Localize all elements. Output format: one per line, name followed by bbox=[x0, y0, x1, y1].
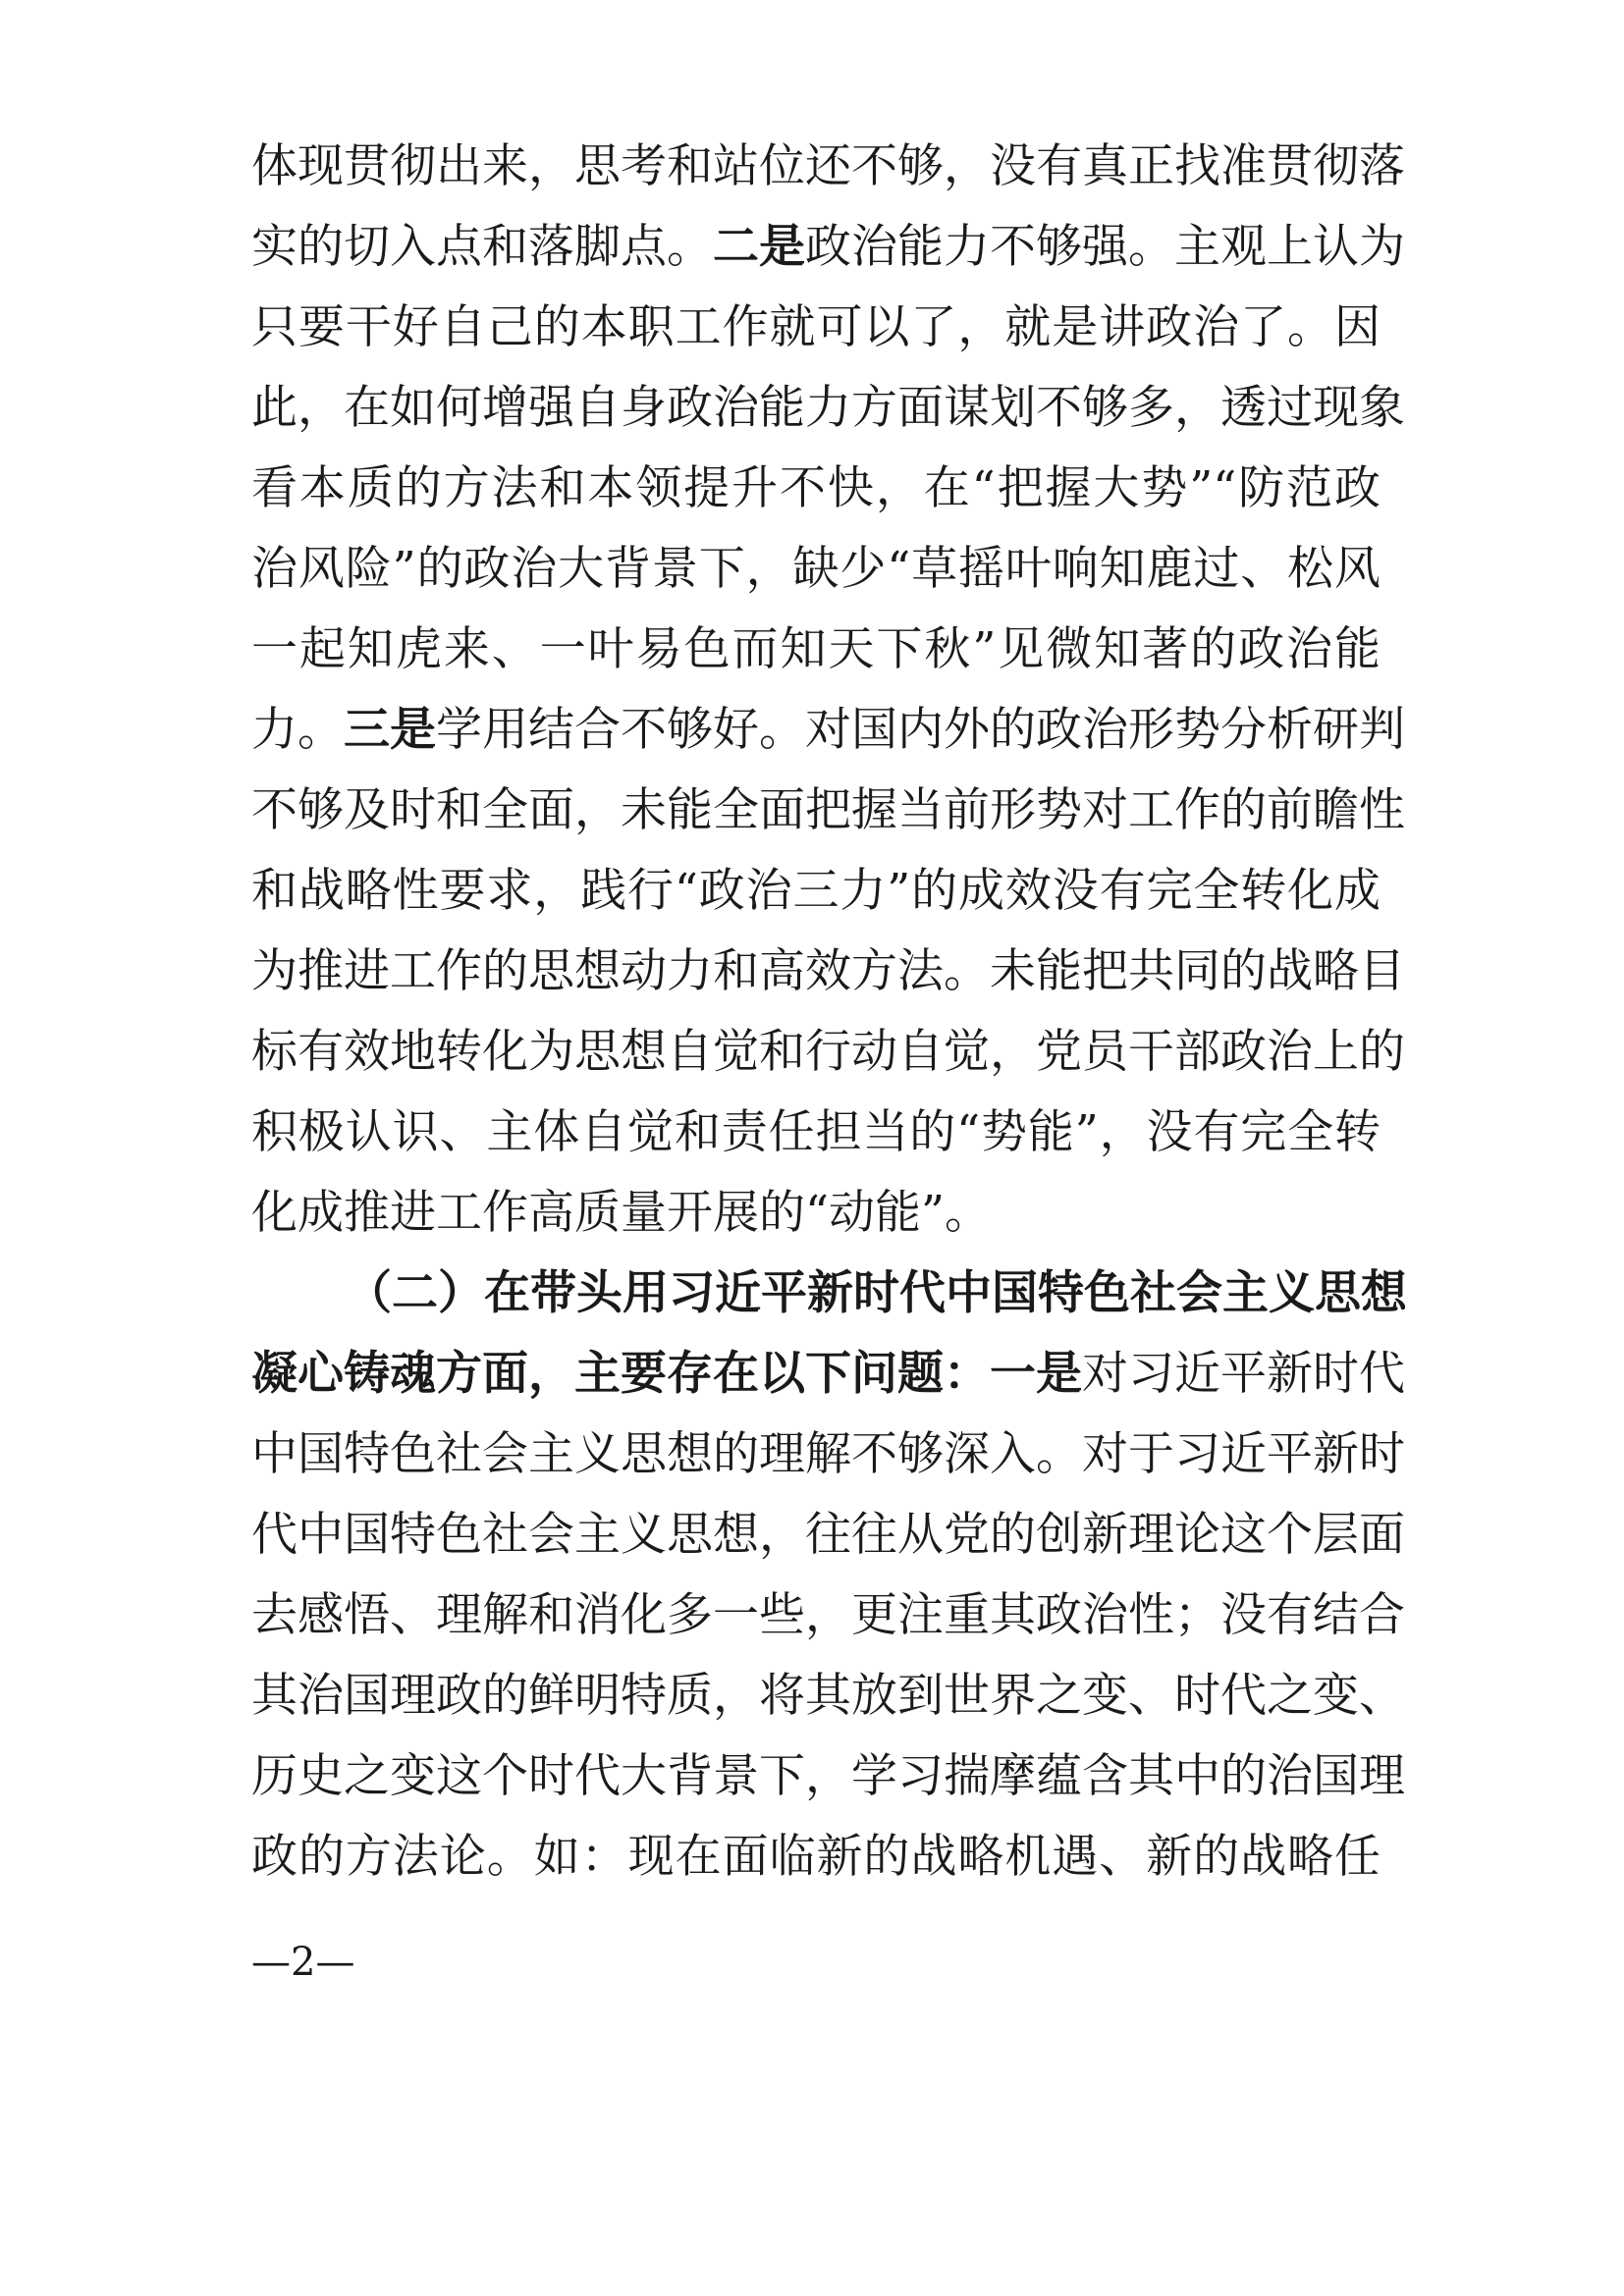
text-line: 代中国特色社会主义思想，往往从党的创新理论这个层面 bbox=[251, 1508, 1405, 1562]
text-line: 此，在如何增强自身政治能力方面谋划不够多，透过现象 bbox=[251, 381, 1405, 435]
text-line: 政的方法论。如：现在面临新的战略机遇、新的战略任 bbox=[251, 1830, 1380, 1884]
text-run: 学用结合不够好。对国内外的政治形势分析研判 bbox=[436, 703, 1405, 757]
text-run: 对习近平新时代 bbox=[1082, 1347, 1405, 1401]
text-line: 不够及时和全面，未能全面把握当前形势对工作的前瞻性 bbox=[251, 783, 1405, 837]
text-line: 只要干好自己的本职工作就可以了，就是讲政治了。因 bbox=[251, 300, 1380, 354]
text-line bbox=[251, 701, 1405, 760]
text-line bbox=[251, 1345, 1405, 1404]
bold-marker: 二是 bbox=[713, 220, 805, 274]
text-line: 治风险”的政治大背景下，缺少“草摇叶响知鹿过、松风 bbox=[251, 542, 1380, 596]
text-run: 政治能力不够强。主观上认为 bbox=[805, 220, 1405, 274]
page-number: —2— bbox=[251, 1940, 355, 1985]
text-line: 其治国理政的鲜明特质，将其放到世界之变、时代之变、 bbox=[251, 1669, 1405, 1723]
text-line: 和战略性要求，践行“政治三力”的成效没有完全转化成 bbox=[251, 864, 1380, 918]
text-line: 去感悟、理解和消化多一些，更注重其政治性；没有结合 bbox=[251, 1588, 1405, 1642]
text-run: 力。 bbox=[251, 703, 344, 757]
text-line: 体现贯彻出来，思考和站位还不够，没有真正找准贯彻落 bbox=[251, 139, 1405, 193]
text-run: 实的切入点和落脚点。 bbox=[251, 220, 713, 274]
text-line: 看本质的方法和本领提升不快，在“把握大势”“防范政 bbox=[251, 461, 1380, 515]
bold-marker: 三是 bbox=[344, 703, 436, 757]
text-line bbox=[251, 218, 1405, 277]
section-heading: 凝心铸魂方面，主要存在以下问题：一是 bbox=[251, 1347, 1082, 1401]
section-heading-line bbox=[346, 1264, 1407, 1323]
text-line: 为推进工作的思想动力和高效方法。未能把共同的战略目 bbox=[251, 944, 1405, 998]
text-line: 中国特色社会主义思想的理解不够深入。对于习近平新时 bbox=[251, 1427, 1405, 1481]
text-line: 历史之变这个时代大背景下，学习揣摩蕴含其中的治国理 bbox=[251, 1749, 1405, 1803]
text-line: 标有效地转化为思想自觉和行动自觉，党员干部政治上的 bbox=[251, 1025, 1405, 1079]
text-line: 积极认识、主体自觉和责任担当的“势能”，没有完全转 bbox=[251, 1105, 1380, 1159]
text-line: 一起知虎来、一叶易色而知天下秋”见微知著的政治能 bbox=[251, 622, 1380, 676]
text-line: 化成推进工作高质量开展的“动能”。 bbox=[251, 1186, 992, 1240]
section-heading: （二）在带头用习近平新时代中国特色社会主义思想 bbox=[346, 1266, 1407, 1320]
